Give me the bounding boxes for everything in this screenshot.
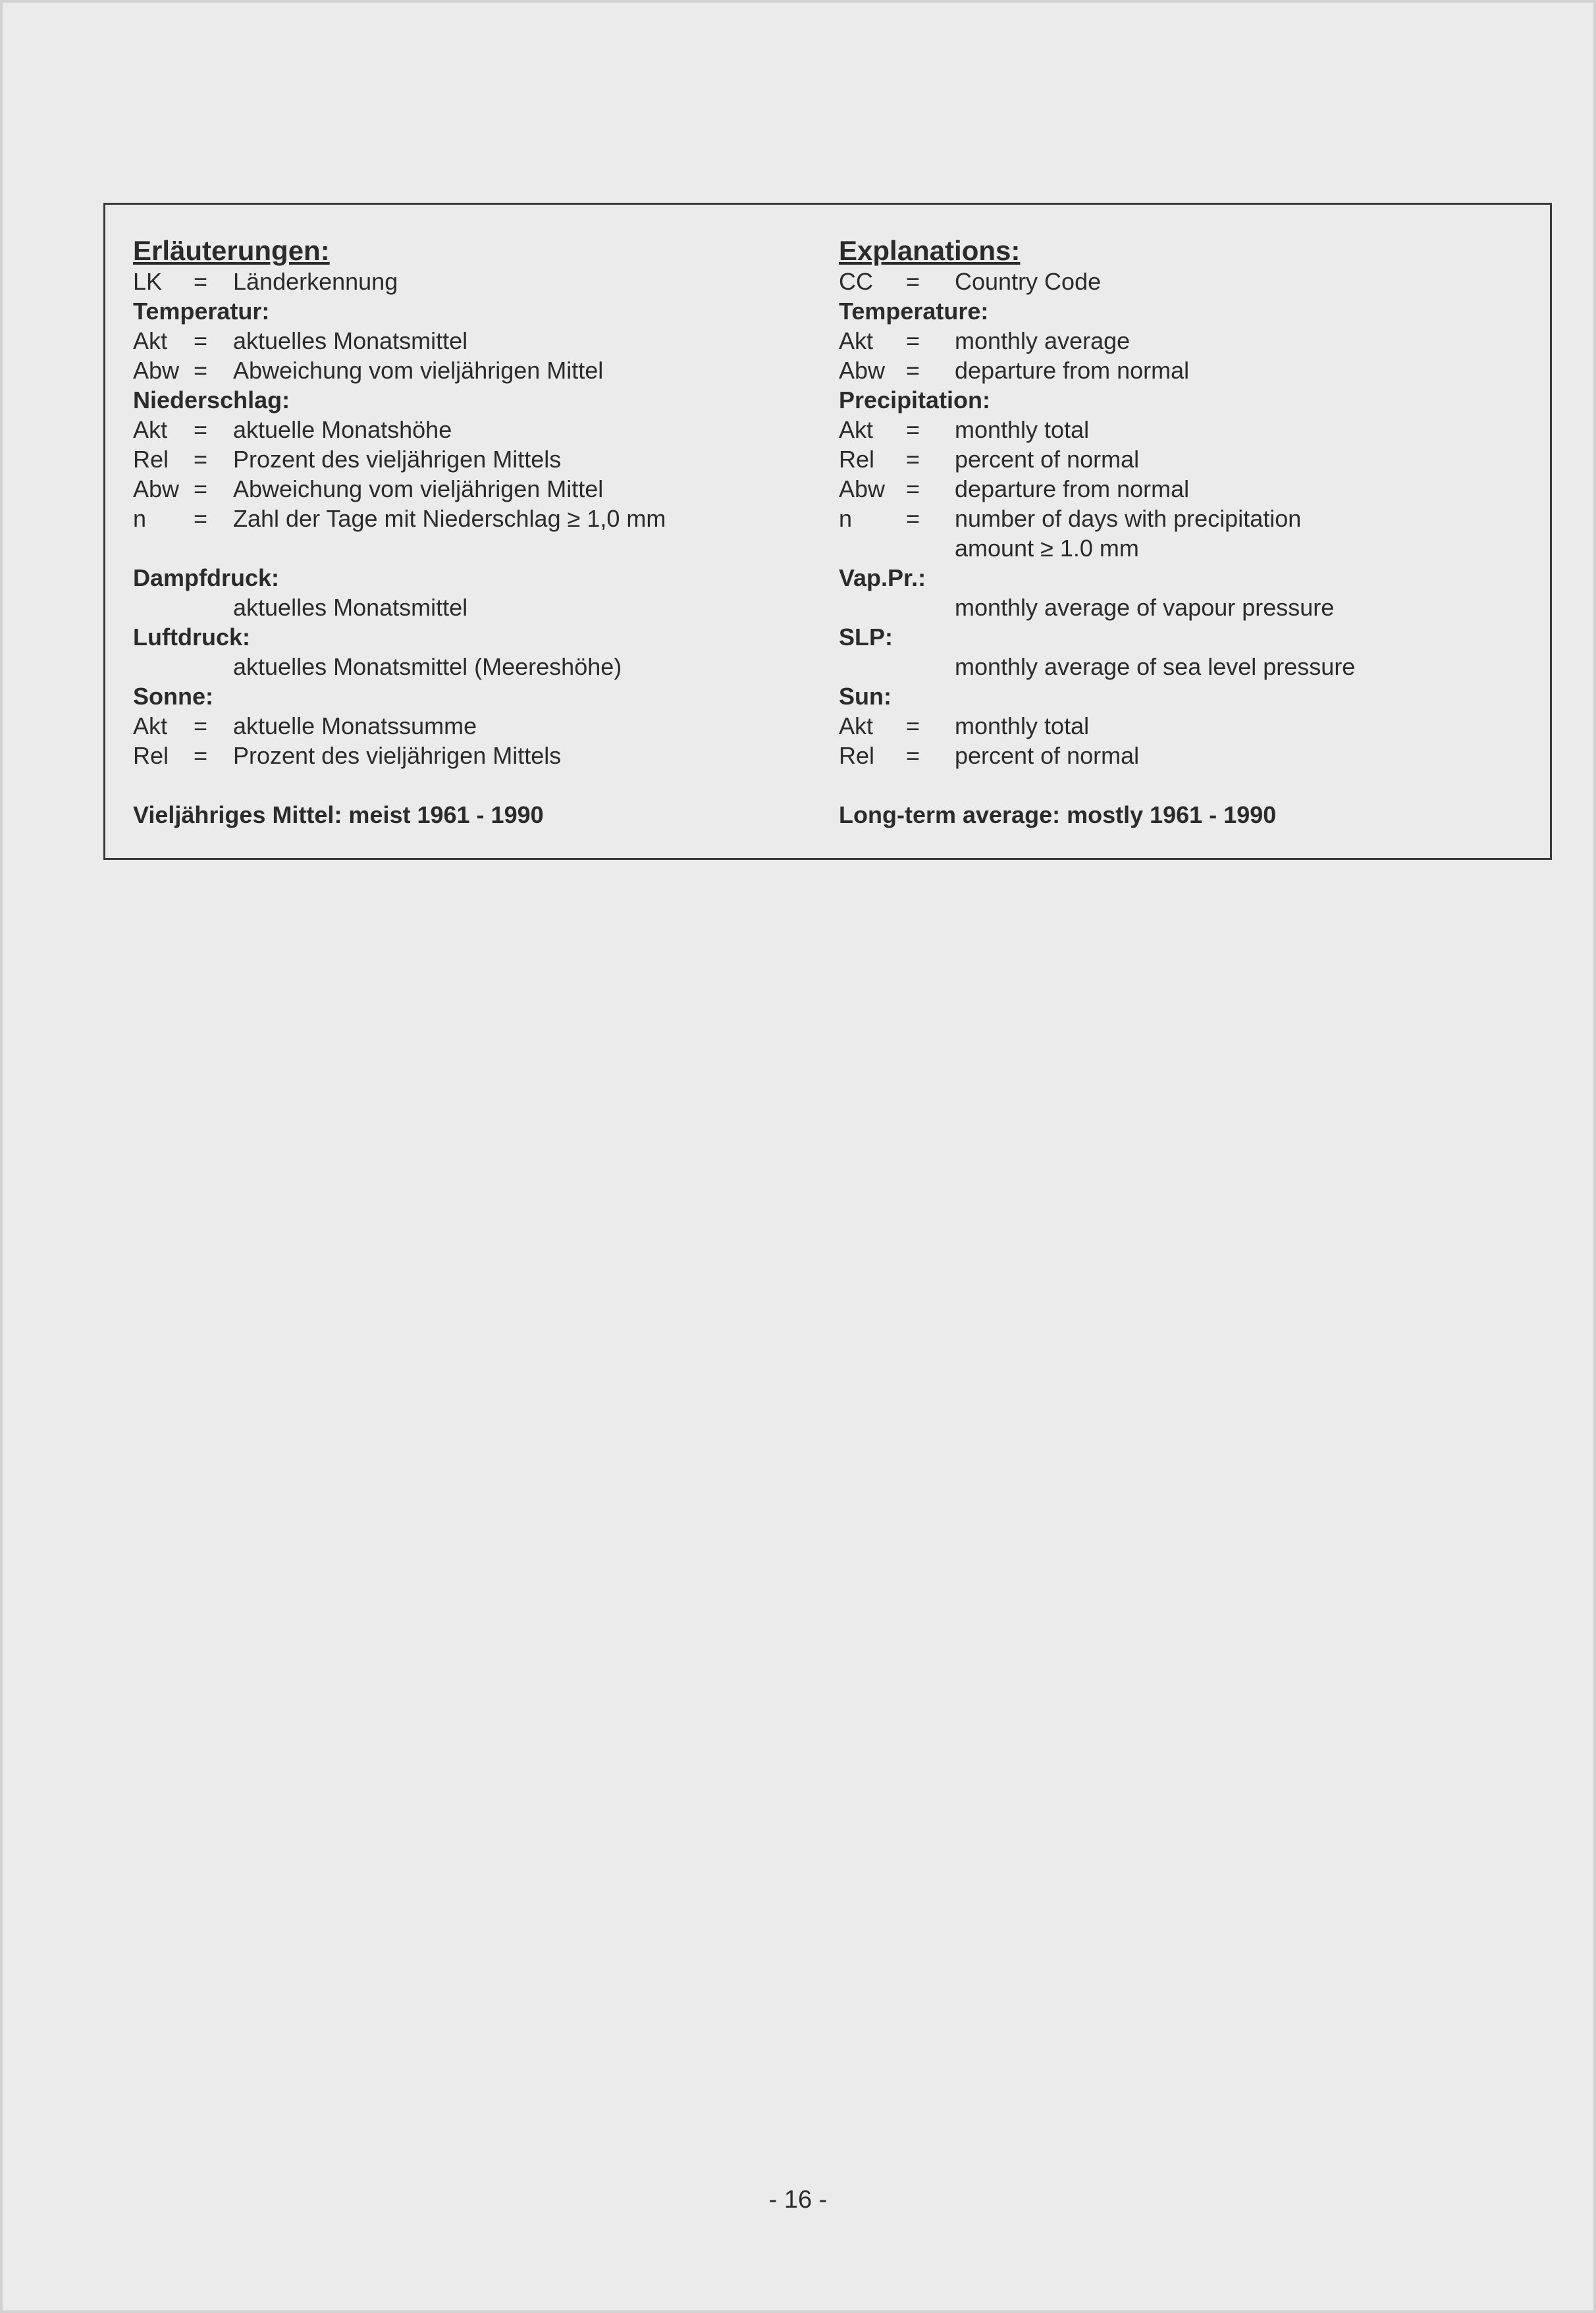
definition: Prozent des vieljährigen Mittels [233, 742, 562, 769]
german-heading: Erläuterungen: [133, 235, 330, 266]
equals-sign: = [906, 357, 920, 384]
temperature-title-en: Temperature: [839, 298, 989, 325]
long-term-average-note-en: Long-term average: mostly 1961 - 1990 [839, 801, 1277, 828]
precip-n-row-en-continued [839, 533, 1276, 563]
equals-sign: = [194, 505, 208, 532]
definition: aktuelle Monatssumme [233, 712, 477, 739]
lk-definition: Länderkennung [233, 268, 398, 295]
abbr: Rel [133, 742, 169, 769]
abbr: Akt [839, 416, 874, 443]
abbr: Rel [839, 446, 875, 473]
temperature-title-de: Temperatur: [133, 298, 270, 325]
abbr: Rel [133, 446, 169, 473]
pressure-title-de: Luftdruck: [133, 624, 250, 651]
abbr: Rel [839, 742, 875, 769]
english-column [839, 235, 1356, 830]
vapour-title-en: Vap.Pr.: [839, 564, 926, 591]
lk-row [133, 267, 544, 296]
pressure-row-de [133, 652, 622, 681]
definition: Abweichung vom vieljährigen Mittel [233, 475, 604, 502]
definition: aktuelles Monatsmittel [233, 594, 468, 621]
cc-row [839, 267, 1276, 296]
definition: aktuelles Monatsmittel (Meereshöhe) [233, 653, 622, 680]
precip-akt-row-en [839, 415, 1276, 444]
definition: aktuelle Monatshöhe [233, 416, 452, 443]
equals-sign: = [194, 712, 208, 739]
equals-sign: = [906, 446, 920, 473]
definition: Abweichung vom vieljährigen Mittel [233, 357, 604, 384]
equals-sign: = [194, 357, 208, 384]
precip-n-row-en [839, 504, 1302, 533]
equals-sign: = [194, 742, 208, 769]
equals-sign: = [906, 742, 920, 769]
abbr: Akt [133, 712, 168, 739]
abbr: Abw [133, 475, 180, 502]
precipitation-title-de: Niederschlag: [133, 386, 290, 413]
abbr: Abw [839, 357, 886, 384]
definition-continued: amount ≥ 1.0 mm [955, 535, 1139, 562]
sun-rel-row-de [133, 741, 562, 770]
precip-rel-row-en [839, 444, 1276, 474]
sun-title-de: Sonne: [133, 683, 213, 710]
abbr: Abw [839, 475, 886, 502]
german-column [133, 235, 666, 830]
equals-sign: = [906, 327, 920, 354]
equals-sign: = [906, 268, 920, 295]
explanations-box [103, 203, 1552, 860]
abbr: n [839, 505, 853, 532]
sun-title-en: Sun: [839, 683, 891, 710]
definition: monthly average of vapour pressure [955, 594, 1335, 621]
temp-abw-row-en [839, 356, 1276, 385]
spacer [133, 770, 544, 800]
precip-akt-row-de [133, 415, 544, 444]
precip-n-row-de [133, 504, 666, 533]
equals-sign: = [906, 712, 920, 739]
temp-akt-row-de [133, 326, 544, 356]
definition: monthly average [955, 327, 1130, 354]
abbr: Abw [133, 357, 180, 384]
equals-sign: = [194, 268, 208, 295]
abbr: n [133, 505, 147, 532]
precipitation-title-en: Precipitation: [839, 386, 991, 413]
cc-abbr: CC [839, 268, 873, 295]
precip-abw-row-en [839, 474, 1276, 504]
definition: departure from normal [955, 475, 1190, 502]
equals-sign: = [194, 327, 208, 354]
temp-akt-row-en [839, 326, 1276, 356]
definition: percent of normal [955, 446, 1140, 473]
definition: Prozent des vieljährigen Mittels [233, 446, 562, 473]
definition: monthly total [955, 712, 1090, 739]
spacer [839, 770, 1276, 800]
sun-akt-row-en [839, 711, 1276, 741]
definition: departure from normal [955, 357, 1190, 384]
equals-sign: = [194, 446, 208, 473]
definition: Zahl der Tage mit Niederschlag ≥ 1,0 mm [233, 505, 666, 532]
spacer [133, 533, 544, 563]
abbr: Akt [133, 416, 168, 443]
definition: aktuelles Monatsmittel [233, 327, 468, 354]
definition: percent of normal [955, 742, 1140, 769]
vapour-row-de [133, 593, 544, 622]
long-term-average-note-de: Vieljähriges Mittel: meist 1961 - 1990 [133, 801, 544, 828]
abbr: Akt [839, 712, 874, 739]
abbr: Akt [133, 327, 168, 354]
pressure-title-en: SLP: [839, 624, 893, 651]
equals-sign: = [906, 505, 920, 532]
english-heading: Explanations: [839, 235, 1021, 266]
equals-sign: = [906, 416, 920, 443]
precip-rel-row-de [133, 444, 562, 474]
page-number: - 16 - [768, 2186, 828, 2214]
definition: number of days with precipitation [955, 505, 1302, 532]
precip-abw-row-de [133, 474, 604, 504]
temp-abw-row-de [133, 356, 604, 385]
pressure-row-en [839, 652, 1356, 681]
vapour-row-en [839, 593, 1335, 622]
lk-abbr: LK [133, 268, 163, 295]
vapour-title-de: Dampfdruck: [133, 564, 280, 591]
cc-definition: Country Code [955, 268, 1102, 295]
definition: monthly total [955, 416, 1090, 443]
equals-sign: = [194, 416, 208, 443]
equals-sign: = [906, 475, 920, 502]
equals-sign: = [194, 475, 208, 502]
sun-rel-row-en [839, 741, 1276, 770]
abbr: Akt [839, 327, 874, 354]
definition: monthly average of sea level pressure [955, 653, 1356, 680]
sun-akt-row-de [133, 711, 544, 741]
